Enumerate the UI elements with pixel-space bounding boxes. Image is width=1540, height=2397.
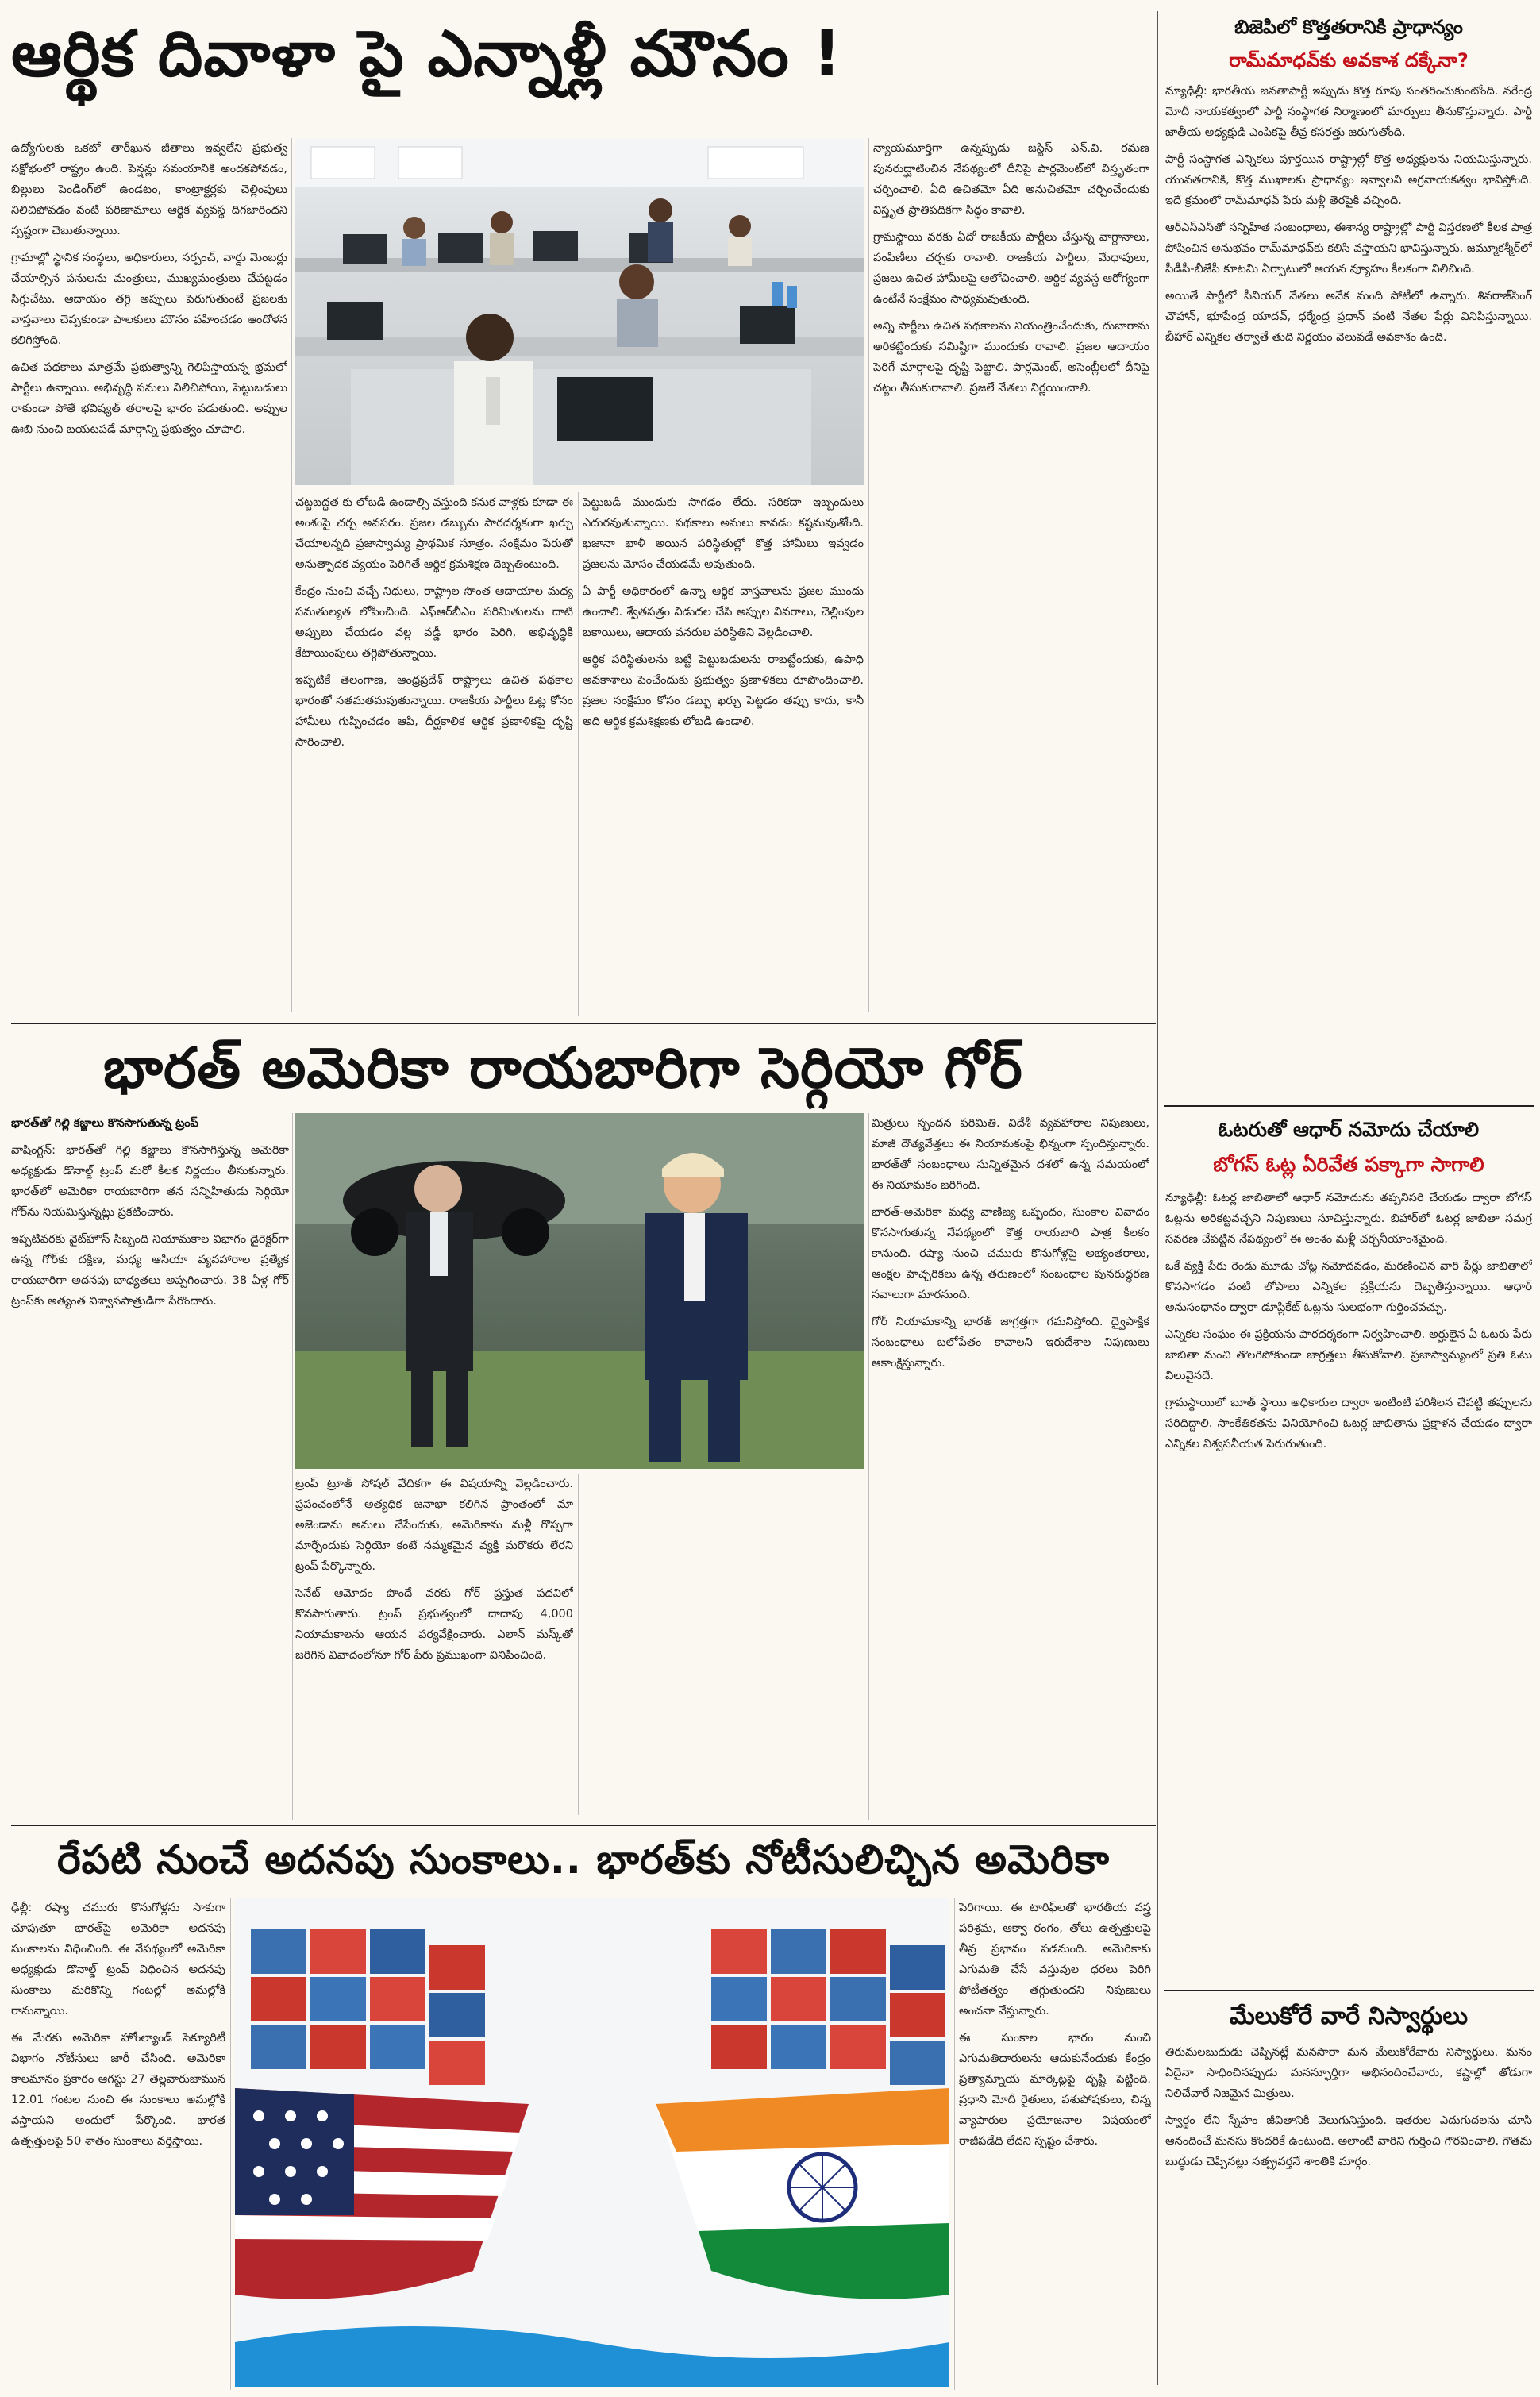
- story1-paragraph: కేంద్రం నుంచి వచ్చే నిధులు, రాష్ట్రాల సొంత ఆదాయాల మధ్య సమతుల్యత లోపించింది. ఎఫ్‌ఆర్‌బీఎం పరిమితులను దాటి అప్పులు చేయడం వల్ల వడ్డీ భారం పెరిగి, అభివృద్ధికి కేటాయింపులు తగ్గిపోతున్నాయి.: [295, 585, 573, 660]
- sidebar-paragraph: ఒకే వ్యక్తి పేరు రెండు మూడు చోట్ల నమోదవడం, మరణించిన వారి పేర్లు జాబితాలో కొనసాగడం వంటి లోపాలు ఎన్నికల ప్రక్రియను దెబ్బతీస్తున్నాయి. ఆధార్ అనుసంధానం ద్వారా డూప్లికేట్ ఓట్లను సులభంగా గుర్తించవచ్చు.: [1165, 1260, 1532, 1314]
- column-divider: [291, 138, 292, 1012]
- column-divider: [954, 1898, 955, 2390]
- story1-paragraph: గ్రామాల్లో స్థానిక సంస్థలు, అధికారులు, సర్పంచ్, వార్డు మెంబర్లు చేయాల్సిన పనులను మంత్రులు, ముఖ్యమంత్రులు చేపట్టడం సిగ్గుచేటు. ఆదాయం తగ్గి అప్పులు పెరుగుతుంటే ప్రజలకు వాస్తవాలు చెప్పకుండా పాలకులు మౌనం వహించడం ఆందోళన కలిగిస్తోంది.: [11, 252, 287, 347]
- sidebar-paragraph: న్యూఢిల్లీ: భారతీయ జనతాపార్టీ ఇప్పుడు కొత్త రూపు సంతరించుకుంటోంది. నరేంద్ర మోదీ నాయకత్వంలో పార్టీ సంస్థాగత నిర్మాణంలో మార్పులు తీసుకొస్తున్నారు. పార్టీ జాతీయ అధ్యక్షుడి ఎంపికపై తీవ్ర కసరత్తు జరుగుతోంది.: [1165, 85, 1532, 139]
- story3-paragraph: ఢిల్లీ: రష్యా చమురు కొనుగోళ్లను సాకుగా చూపుతూ భారత్‌పై అమెరికా అదనపు సుంకాలను విధించింది. ఈ నేపథ్యంలో అమెరికా అధ్యక్షుడు డొనాల్డ్ ట్రంప్ విధించిన అదనపు సుంకాలు మరికొన్ని గంటల్లో అమల్లోకి రానున్నాయి.: [11, 1902, 225, 2017]
- sidebar-paragraph: పార్టీ సంస్థాగత ఎన్నికలు పూర్తయిన రాష్ట్రాల్లో కొత్త అధ్యక్షులను నియమిస్తున్నారు. యువతరానికి, కొత్త ముఖాలకు ప్రాధాన్యం ఇవ్వాలని అగ్రనాయకత్వం భావిస్తోంది. ఇదే క్రమంలో రామ్‌మాధవ్ పేరు మళ్లీ తెరపైకి వచ్చింది.: [1165, 153, 1532, 207]
- sidebar-paragraph: తిరుమలబుదుడు చెప్పినట్లే మనసారా మన మేలుకోరేవారు నిస్వార్థులు. మనం ఏదైనా సాధించినప్పుడు మనస్ఫూర్తిగా అభినందించేవారు, కష్టాల్లో తోడుగా నిలిచేవారే నిజమైన మిత్రులు.: [1165, 2046, 1532, 2100]
- trump-gor-photo: [295, 1113, 864, 1469]
- story2-paragraph: వాషింగ్టన్: భారత్‌తో గిల్లి కజ్జాలు కొనసాగిస్తున్న అమెరికా అధ్యక్షుడు డొనాల్డ్ ట్రంప్ మరో కీలక నిర్ణయం తీసుకున్నారు. భారత్‌లో అమెరికా రాయబారిగా తన సన్నిహితుడు సెర్గియో గోర్‌ను నియమిస్తున్నట్లు ప్రకటించారు.: [11, 1144, 289, 1219]
- story3-paragraph: ఈ సుంకాల భారం నుంచి ఎగుమతిదారులను ఆదుకునేందుకు కేంద్రం ప్రత్యామ్నాయ మార్కెట్లపై దృష్టి పెట్టింది. ప్రధాని మోదీ రైతులు, పశుపోషకులు, చిన్న వ్యాపారుల ప్రయోజనాల విషయంలో రాజీపడేది లేదని స్పష్టం చేశారు.: [959, 2032, 1151, 2148]
- story1-column-1: [11, 138, 287, 1012]
- sidebar-paragraph: న్యూఢిల్లీ: ఓటర్ల జాబితాలో ఆధార్ నమోదును తప్పనిసరి చేయడం ద్వారా బోగస్ ఓట్లను అరికట్టవచ్చని నిపుణులు సూచిస్తున్నారు. బిహార్‌లో ఓటర్ల జాబితా సమగ్ర సవరణ చేపట్టిన నేపథ్యంలో ఈ అంశం మళ్లీ చర్చనీయాంశమైంది.: [1165, 1192, 1532, 1246]
- sidebar-headline-2b: బోగస్ ఓట్ల ఏరివేత పక్కాగా సాగాలి: [1213, 1153, 1484, 1176]
- story1-paragraph: ఇప్పటికే తెలంగాణ, ఆంధ్రప్రదేశ్ రాష్ట్రాలు ఉచిత పథకాల భారంతో సతమతమవుతున్నాయి. రాజకీయ పార్టీలు ఓట్ల కోసం హామీలు గుప్పించడం ఆపి, దీర్ఘకాలిక ఆర్థిక ప్రణాళికపై దృష్టి సారించాలి.: [295, 674, 573, 749]
- sidebar-rule: [1164, 1105, 1534, 1107]
- story3-column-2: [959, 1898, 1151, 2390]
- story1-paragraph: ఆర్థిక పరిస్థితులను బట్టి పెట్టుబడులను రాబట్టేందుకు, ఉపాధి అవకాశాలు పెంచేందుకు ప్రభుత్వం ప్రణాళికలు రూపొందించాలి. ప్రజల సంక్షేమం కోసం డబ్బు ఖర్చు పెట్టడం తప్పు కాదు, కానీ అది ఆర్థిక క్రమశిక్షణకు లోబడి ఉండాలి.: [583, 653, 864, 728]
- story1-paragraph: అన్ని పార్టీలు ఉచిత పథకాలను నియంత్రించేందుకు, దుబారాను అరికట్టేందుకు సమిష్టిగా ముందుకు రావాలి. ప్రజల ఆదాయం పెరిగే మార్గాలపై దృష్టి పెట్టాలి. పార్లమెంట్, అసెంబ్లీలలో దీనిపై చట్టం తీసుకురావాలి. ప్రజలే నేతలు నిర్ణయించాలి.: [873, 320, 1149, 395]
- sidebar-paragraph: అయితే పార్టీలో సీనియర్ నేతలు అనేక మంది పోటీలో ఉన్నారు. శివరాజ్‌సింగ్ చౌహాన్, భూపేంద్ర యాదవ్, ధర్మేంద్ర ప్రధాన్ వంటి నేతల పేర్లు వినిపిస్తున్నాయి. బీహార్ ఎన్నికల తర్వాతే తుది నిర్ణయం వెలువడే అవకాశం ఉంది.: [1165, 290, 1532, 344]
- story2-paragraph: మిత్రులు స్పందన పరిమితి. విదేశీ వ్యవహారాల నిపుణులు, మాజీ దౌత్యవేత్తలు ఈ నియామకంపై భిన్నంగా స్పందిస్తున్నారు. భారత్‌తో సంబంధాలు సున్నితమైన దశలో ఉన్న సమయంలో ఈ నియామకం జరిగింది.: [872, 1117, 1149, 1192]
- sidebar-story-2: [1165, 1188, 1532, 1982]
- story1-column-2: [295, 492, 573, 1016]
- story2-paragraph: భారత్-అమెరికా మధ్య వాణిజ్య ఒప్పందం, సుంకాల వివాదం కొనసాగుతున్న నేపథ్యంలో కొత్త రాయబారి పాత్ర కీలకం కానుంది. రష్యా నుంచి చమురు కొనుగోళ్లపై అభ్యంతరాలు, ఆంక్షల హెచ్చరికలు ఉన్న తరుణంలో సంబంధాల పునరుద్ధరణ సవాలుగా మారనుంది.: [872, 1206, 1149, 1301]
- section-rule: [11, 1023, 1156, 1024]
- usa-india-ships-graphic: [235, 1898, 949, 2387]
- story2-paragraph: గోర్ నియామకాన్ని భారత్ జాగ్రత్తగా గమనిస్తోంది. ద్వైపాక్షిక సంబంధాలు బలోపేతం కావాలని ఇరుదేశాల నిపుణులు ఆకాంక్షిస్తున్నారు.: [872, 1316, 1149, 1370]
- sidebar-rule: [1164, 1990, 1534, 1991]
- sidebar-headline-3: మేలుకోరే వారే నిస్వార్థులు: [1229, 2002, 1468, 2030]
- section-rule: [11, 1825, 1156, 1826]
- story1-paragraph: న్యాయమూర్తిగా ఉన్నప్పుడు జస్టిస్ ఎన్.వి. రమణ పునరుద్ఘాటించిన నేపథ్యంలో దీనిపై పార్లమెంట్‌లో విస్తృతంగా చర్చించాలి. ఏది ఉచితమో ఏది అనుచితమో చర్చించేందుకు విస్తృత ప్రాతిపదికగా సిద్ధం కావాలి.: [873, 142, 1149, 217]
- story2-column-3: [872, 1113, 1149, 1820]
- sidebar-paragraph: ఎన్నికల సంఘం ఈ ప్రక్రియను పారదర్శకంగా నిర్వహించాలి. అర్హులైన ఏ ఓటరు పేరు జాబితా నుంచి తొలగిపోకుండా జాగ్రత్తలు తీసుకోవాలి. ప్రజాస్వామ్యంలో ప్రతి ఓటు విలువైనదే.: [1165, 1328, 1532, 1382]
- story2-kicker: భారత్‌తో గిల్లి కజ్జాలు కొనసాగుతున్న ట్రంప్: [11, 1117, 198, 1130]
- sidebar-story-1: [1165, 81, 1532, 1097]
- story2-paragraph: సెనేట్ ఆమోదం పొందే వరకు గోర్ ప్రస్తుత పదవిలో కొనసాగుతారు. ట్రంప్ ప్రభుత్వంలో దాదాపు 4,000 నియామకాలను ఆయన పర్యవేక్షించారు. ఎలాన్ మస్క్‌తో జరిగిన వివాదంలోనూ గోర్ పేరు ప్రముఖంగా వినిపించింది.: [295, 1587, 573, 1662]
- story1-paragraph: ఉద్యోగులకు ఒకటో తారీఖున జీతాలు ఇవ్వలేని ప్రభుత్వ సక్షోభంలో రాష్ట్రం ఉంది. పెన్షన్లు సమయానికి అందకపోవడం, బిల్లులు పెండింగ్‌లో ఉండటం, కాంట్రాక్టర్లకు చెల్లింపులు నిలిచిపోవడం వంటి పరిణామాలు ఆర్థిక వ్యవస్థ దిగజారిందని స్పష్టంగా చెబుతున్నాయి.: [11, 142, 287, 237]
- story1-headline: ఆర్థిక దివాళా పై ఎన్నాళ్లీ మౌనం !: [11, 17, 843, 91]
- sidebar-paragraph: గ్రామస్థాయిలో బూత్ స్థాయి అధికారుల ద్వారా ఇంటింటి పరిశీలన చేపట్టి తప్పులను సరిదిద్దాలి. సాంకేతికతను వినియోగించి ఓటర్ల జాబితాను ప్రక్షాళన చేయడం ద్వారా ఎన్నికల విశ్వసనీయత పెరుగుతుంది.: [1165, 1397, 1532, 1451]
- story3-column-1: [11, 1898, 225, 2390]
- office-scene-illustration: [295, 139, 864, 485]
- story2-paragraph: ఇప్పటివరకు వైట్‌హౌస్ సిబ్బంది నియామకాల విభాగం డైరెక్టర్‌గా ఉన్న గోర్‌కు దక్షిణ, మధ్య ఆసియా వ్యవహారాల ప్రత్యేక రాయబారిగా అదనపు బాధ్యతలు అప్పగించారు. 38 ఏళ్ల గోర్ ట్రంప్‌కు అత్యంత విశ్వాసపాత్రుడిగా పేరొందారు.: [11, 1233, 289, 1308]
- trade-ships-illustration: [235, 1898, 949, 2387]
- story3-paragraph: ఈ మేరకు అమెరికా హోంల్యాండ్ సెక్యూరిటీ విభాగం నోటీసులు జారీ చేసింది. అమెరికా కాలమానం ప్రకారం ఆగస్టు 27 తెల్లవారుజామున 12.01 గంటల నుంచి ఈ సుంకాలు అమల్లోకి వస్తాయని అందులో పేర్కొంది. భారత ఉత్పత్తులపై 50 శాతం సుంకాలు వర్తిస్తాయి.: [11, 2032, 225, 2148]
- story1-paragraph: గ్రామస్థాయి వరకు ఏదో రాజకీయ పార్టీలు చేస్తున్న వాగ్దానాలు, పంపిణీలు చర్చకు రావాలి. రాజకీయ పార్టీలు, మేధావులు, ప్రజలు ఉచిత హామీలపై ఆలోచించాలి. ఆర్థిక వ్యవస్థ ఆరోగ్యంగా ఉంటేనే సంక్షేమం సాధ్యమవుతుంది.: [873, 231, 1149, 306]
- column-divider: [868, 138, 869, 1012]
- sidebar-divider: [1157, 11, 1158, 2385]
- two-men-walking-illustration: [295, 1113, 864, 1469]
- story1-column-4: [873, 138, 1149, 1012]
- sidebar-kicker-top: బిజెపిలో కొత్తతరానికి ప్రాధాన్యం: [1234, 16, 1463, 38]
- story2-headline: భారత్ అమెరికా రాయబారిగా సెర్గియో గోర్: [103, 1035, 1023, 1100]
- sidebar-paragraph: స్వార్థం లేని స్నేహం జీవితానికి వెలుగునిస్తుంది. ఇతరుల ఎదుగుదలను చూసి ఆనందించే మనసు కొందరికే ఉంటుంది. అలాంటి వారిని గుర్తించి గౌరవించాలి. గౌతమ బుద్ధుడు చెప్పినట్లు సత్ప్రవర్తనే శాంతికి మార్గం.: [1165, 2114, 1532, 2168]
- story2-column-2: [295, 1474, 573, 1815]
- story3-paragraph: పెరిగాయి. ఈ టారిఫ్‌లతో భారతీయ వస్త్ర పరిశ్రమ, ఆక్వా రంగం, తోలు ఉత్పత్తులపై తీవ్ర ప్రభావం పడనుంది. అమెరికాకు ఎగుమతి చేసే వస్తువుల ధరలు పెరిగి పోటీతత్వం తగ్గుతుందని నిపుణులు అంచనా వేస్తున్నారు.: [959, 1902, 1151, 2017]
- column-divider: [292, 1113, 293, 1820]
- office-photo: [295, 139, 864, 485]
- column-divider: [868, 1113, 869, 1820]
- sidebar-paragraph: ఆర్ఎస్ఎస్‌తో సన్నిహిత సంబంధాలు, ఈశాన్య రాష్ట్రాల్లో పార్టీ విస్తరణలో కీలక పాత్ర పోషించిన అనుభవం రామ్‌మాధవ్‌కు కలిసి వస్తాయని భావిస్తున్నారు. జమ్మూకశ్మీర్‌లో పీడీపీ-బీజేపీ కూటమి ఏర్పాటులో ఆయన వ్యూహం కీలకంగా నిలిచింది.: [1165, 222, 1532, 276]
- sidebar-headline-2a: ఓటరుతో ఆధార్ నమోదు చేయాలి: [1218, 1118, 1480, 1141]
- story1-paragraph: పెట్టుబడి ముందుకు సాగడం లేదు. సరికదా ఇబ్బందులు ఎదురవుతున్నాయి. పథకాలు అమలు కావడం కష్టమవుతోంది. ఖజానా ఖాళీ అయిన పరిస్థితుల్లో కొత్త హామీలు ఇవ్వడం ప్రజలను మోసం చేయడమే అవుతుంది.: [583, 496, 864, 571]
- story2-column-1: [11, 1113, 289, 1820]
- sidebar-headline-1: రామ్‌మాధవ్‌కు అవకాశ దక్కేనా?: [1229, 49, 1469, 71]
- column-divider: [230, 1898, 231, 2390]
- column-divider: [578, 492, 579, 1016]
- story1-column-3: [583, 492, 864, 1016]
- story3-headline: రేపటి నుంచే అదనపు సుంకాలు.. భారత్‌కు నోటీసులిచ్చిన అమెరికా: [57, 1836, 1111, 1883]
- story1-paragraph: ఉచిత పథకాలు మాత్రమే ప్రభుత్వాన్ని గెలిపిస్తాయన్న భ్రమలో పార్టీలు ఉన్నాయి. అభివృద్ధి పనులు నిలిచిపోయి, పెట్టుబడులు రాకుండా పోతే భవిష్యత్ తరాలపై భారం పడుతుంది. అప్పుల ఊబి నుంచి బయటపడే మార్గాన్ని ప్రభుత్వం చూపాలి.: [11, 361, 287, 436]
- story2-paragraph: ట్రంప్ ట్రూత్ సోషల్ వేదికగా ఈ విషయాన్ని వెల్లడించారు. ప్రపంచంలోనే అత్యధిక జనాభా కలిగిన ప్రాంతంలో మా అజెండాను అమలు చేసేందుకు, అమెరికాను మళ్లీ గొప్పగా మార్చేందుకు సెర్గియో కంటే నమ్మకమైన వ్యక్తి మరొకరు లేరని ట్రంప్ పేర్కొన్నారు.: [295, 1478, 573, 1573]
- sidebar-story-3: [1165, 2042, 1532, 2388]
- column-divider: [578, 1474, 579, 1815]
- story1-paragraph: చట్టబద్ధత కు లోబడి ఉండాల్సి వస్తుంది కనుక వాళ్లకు కూడా ఈ అంశంపై చర్చ అవసరం. ప్రజల డబ్బును పారదర్శకంగా ఖర్చు చేయాలన్నది ప్రజాస్వామ్య ప్రాథమిక సూత్రం. సంక్షేమం పేరుతో అనుత్పాదక వ్యయం పెరిగితే ఆర్థిక క్రమశిక్షణ దెబ్బతింటుంది.: [295, 496, 573, 571]
- story1-paragraph: ఏ పార్టీ అధికారంలో ఉన్నా ఆర్థిక వాస్తవాలను ప్రజల ముందు ఉంచాలి. శ్వేతపత్రం విడుదల చేసి అప్పుల వివరాలు, చెల్లింపుల బకాయిలు, ఆదాయ వనరుల పరిస్థితిని వెల్లడించాలి.: [583, 585, 864, 639]
